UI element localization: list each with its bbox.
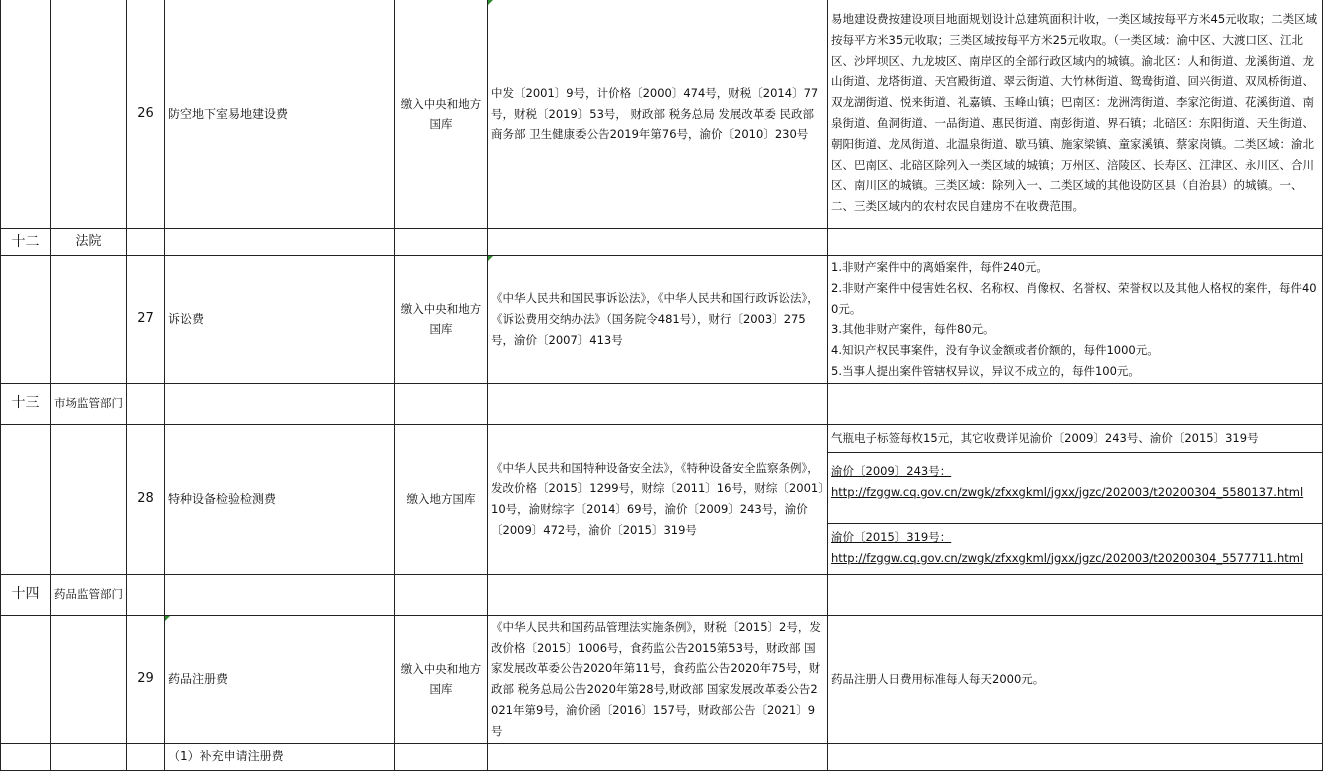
department-cell <box>51 0 127 229</box>
department-cell <box>51 256 127 384</box>
empty-cell <box>165 383 395 424</box>
empty-cell <box>165 229 395 256</box>
payment-destination: 缴入中央和地方国库 <box>395 0 488 229</box>
empty-cell <box>395 229 488 256</box>
table-row-28 <box>1 424 1323 574</box>
standard-line: 3.其他非财产案件，每件80元。 <box>831 322 995 337</box>
standard-line: 5.当事人提出案件管辖权异议，异议不成立的，每件100元。 <box>831 363 1140 378</box>
section-index: 十四 <box>1 574 51 615</box>
table-row-29 <box>1 615 1323 743</box>
reference-1-link[interactable]: http://fzggw.cq.gov.cn/zwgk/zfxxgkml/jgxx/jgzc/202003/t20200304_5580137.html <box>831 484 1304 499</box>
department-cell <box>51 615 127 743</box>
policy-basis: 《中华人民共和国药品管理法实施条例》，财税〔2015〕2号，发改价格〔2015〕1006号，食药监公告2015第53号，财政部 国家发展改革委公告2020年第11号，食药监公告2020年75号，财政部 税务总局公告2020年第28号,财政部 国家发展改革委公告2021年第9号，渝价函〔2016〕157号，财政部公告〔2021〕9号 <box>488 615 828 743</box>
policy-basis: 《中华人民共和国民事诉讼法》，《中华人民共和国行政诉讼法》，《诉讼费用交纳办法》（国务院令481号），财行〔2003〕275号，渝价〔2007〕413号 <box>488 256 828 384</box>
empty-cell <box>488 574 828 615</box>
reference-2-label[interactable]: 渝价〔2015〕319号： <box>831 529 952 544</box>
empty-cell <box>828 229 1323 256</box>
section-row-12 <box>1 229 1323 256</box>
fee-name: 诉讼费 <box>165 256 395 384</box>
empty-cell <box>488 383 828 424</box>
table-row-27 <box>1 256 1323 384</box>
department-name: 法院 <box>51 229 127 256</box>
empty-cell <box>828 743 1323 770</box>
table-row-26 <box>1 0 1323 229</box>
payment-destination: 缴入中央和地方国库 <box>395 615 488 743</box>
section-row-14 <box>1 574 1323 615</box>
standard-line: 1.非财产案件中的离婚案件，每件240元。 <box>831 260 1048 274</box>
empty-cell <box>1 743 51 770</box>
item-number: 28 <box>127 424 165 574</box>
reference-1-label[interactable]: 渝价〔2009〕243号： <box>831 463 952 478</box>
sub-item-row <box>1 743 1323 770</box>
empty-cell <box>165 574 395 615</box>
fee-standard <box>828 424 1323 574</box>
fee-standard <box>828 256 1323 384</box>
empty-cell <box>395 574 488 615</box>
sub-fee-name: （1）补充申请注册费 <box>165 743 395 770</box>
item-number: 27 <box>127 256 165 384</box>
empty-cell <box>828 574 1323 615</box>
empty-cell <box>395 743 488 770</box>
empty-cell <box>127 383 165 424</box>
empty-cell <box>127 743 165 770</box>
section-row-13 <box>1 383 1323 424</box>
section-index-cell <box>1 615 51 743</box>
empty-cell <box>828 383 1323 424</box>
section-index-cell <box>1 424 51 574</box>
section-index: 十二 <box>1 229 51 256</box>
empty-cell <box>488 743 828 770</box>
fee-name: 药品注册费 <box>165 615 395 743</box>
fee-name: 防空地下室易地建设费 <box>165 0 395 229</box>
empty-cell <box>51 743 127 770</box>
payment-destination: 缴入地方国库 <box>395 424 488 574</box>
section-index: 十三 <box>1 383 51 424</box>
empty-cell <box>127 229 165 256</box>
standard-summary: 气瓶电子标签每枚15元，其它收费详见渝价〔2009〕243号、渝价〔2015〕319号 <box>828 425 1322 453</box>
department-name: 市场监管部门 <box>51 383 127 424</box>
reference-2-link[interactable]: http://fzggw.cq.gov.cn/zwgk/zfxxgkml/jgxx/jgzc/202003/t20200304_5577711.html <box>831 550 1304 565</box>
standard-line: 2.非财产案件中侵害姓名权、名称权、肖像权、名誉权、荣誉权以及其他人格权的案件，每件400元。 <box>831 280 1317 316</box>
reference-1 <box>828 453 1322 524</box>
policy-basis: 中发〔2001〕9号，计价格〔2000〕474号，财税〔2014〕77号，财税〔2019〕53号， 财政部 税务总局 发展改革委 民政部 商务部 卫生健康委公告2019年第76号，渝价〔2010〕230号 <box>488 0 828 229</box>
policy-basis: 《中华人民共和国特种设备安全法》，《特种设备安全监察条例》，发改价格〔2015〕1299号，财综〔2011〕16号，财综〔2001〕10号，渝财综字〔2014〕69号，渝价〔2009〕243号，渝价〔2009〕472号，渝价〔2015〕319号 <box>488 424 828 574</box>
standard-line: 4.知识产权民事案件，没有争议金额或者价额的，每件1000元。 <box>831 343 1159 358</box>
department-name: 药品监管部门 <box>51 574 127 615</box>
item-number: 26 <box>127 0 165 229</box>
fee-name: 特种设备检验检测费 <box>165 424 395 574</box>
fee-standard: 易地建设费按建设项目地面规划设计总建筑面积计收，一类区域按每平方米45元收取；二类区域按每平方米35元收取；三类区域按每平方米25元收取。（一类区域：渝中区、大渡口区、江北区、沙坪坝区、九龙坡区、南岸区的全部行政区域内的城镇。渝北区：人和街道、龙溪街道、龙山街道、龙塔街道、天宫殿街道、翠云街道、大竹林街道、鸳鸯街道、回兴街道、双凤桥街道、双龙湖街道、悦来街道、礼嘉镇、玉峰山镇；巴南区：龙洲湾街道、李家沱街道、花溪街道、南泉街道、鱼洞街道、一品街道、惠民街道、南彭街道、界石镇；北碚区：东阳街道、天生街道、朝阳街道、龙凤街道、北温泉街道、歇马镇、施家梁镇、童家溪镇、蔡家岗镇。二类区域：渝北区、巴南区、北碚区除列入一类区域的城镇；万州区、涪陵区、长寿区、江津区、永川区、合川区、南川区的城镇。三类区域：除列入一、二类区域的其他设防区县（自治县）的城镇。一、二、三类区域内的农村农民自建房不在收费范围。 <box>828 0 1323 229</box>
empty-cell <box>395 383 488 424</box>
section-index-cell <box>1 0 51 229</box>
payment-destination: 缴入中央和地方国库 <box>395 256 488 384</box>
fee-standard: 药品注册人日费用标准每人每天2000元。 <box>828 615 1323 743</box>
section-index-cell <box>1 256 51 384</box>
reference-2 <box>828 524 1322 574</box>
item-number: 29 <box>127 615 165 743</box>
empty-cell <box>127 574 165 615</box>
department-cell <box>51 424 127 574</box>
empty-cell <box>488 229 828 256</box>
